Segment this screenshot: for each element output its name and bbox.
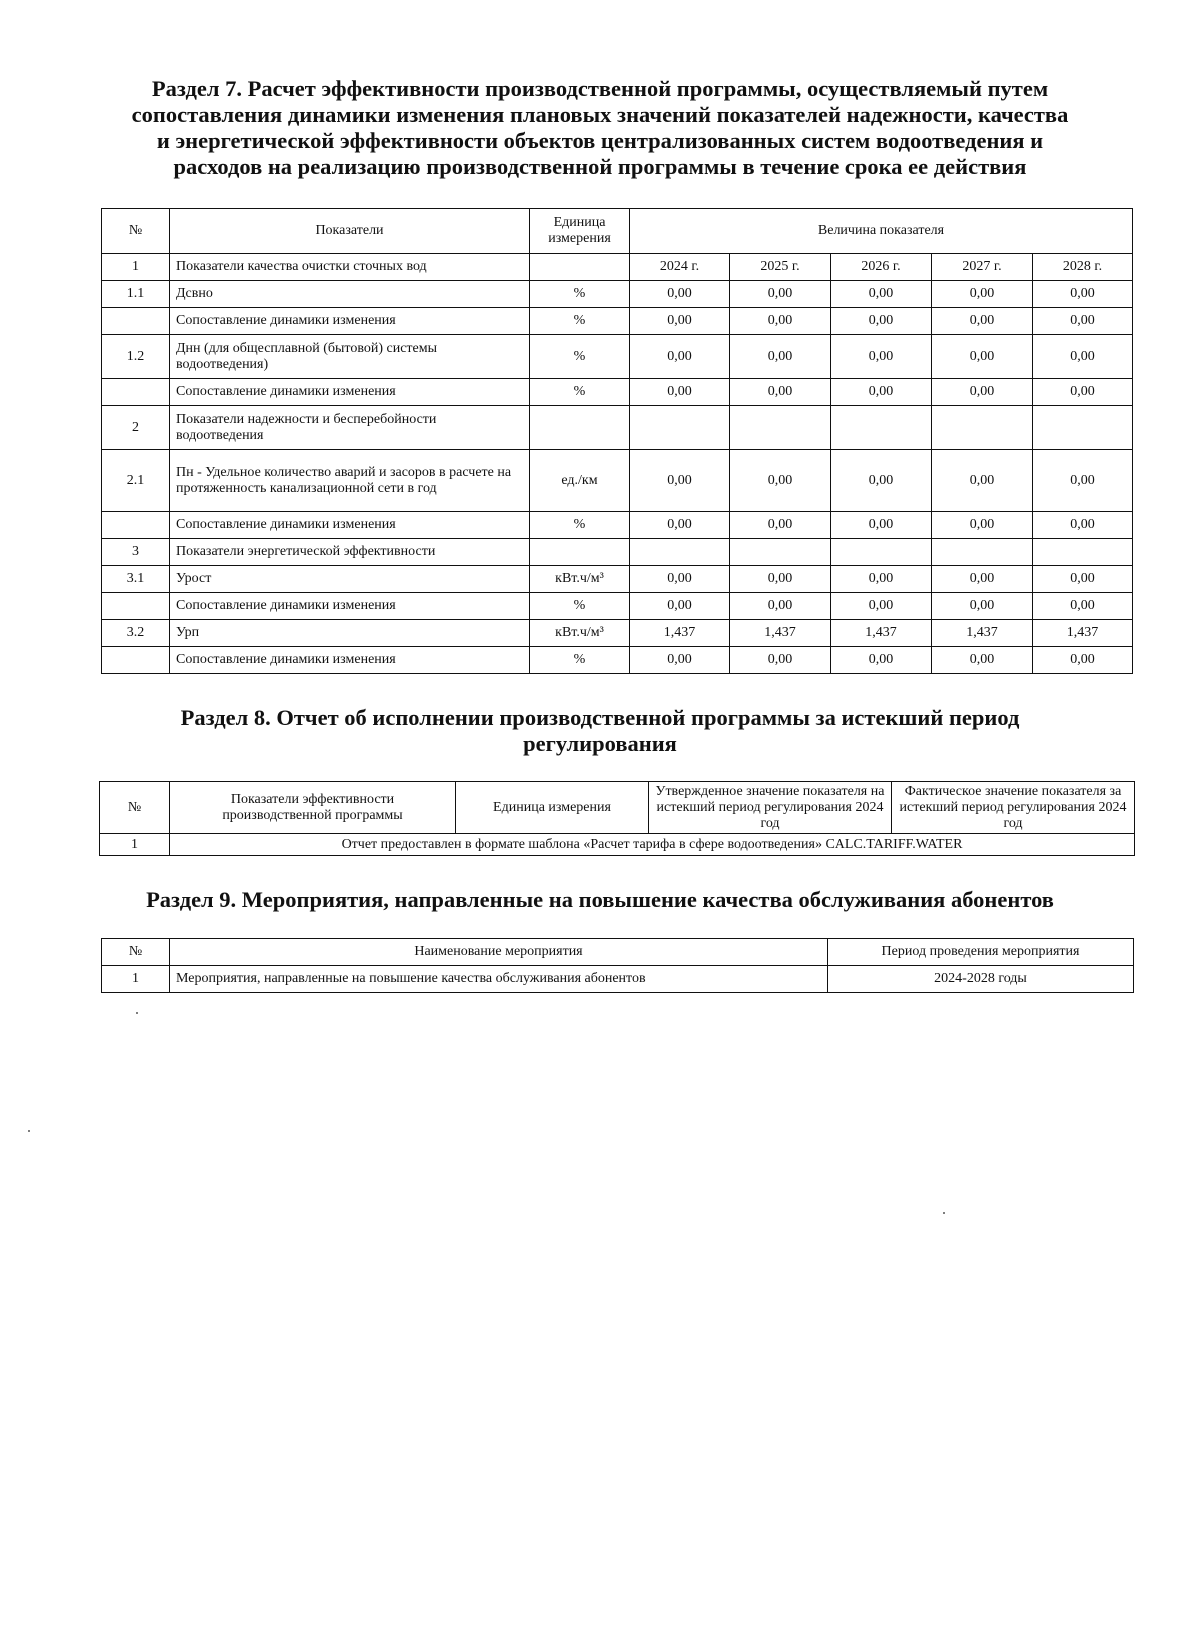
row-value xyxy=(932,406,1033,450)
header-indicator: Показатели эффективности производственной программы xyxy=(170,782,456,834)
scan-speck xyxy=(136,1012,138,1014)
row-value: 0,00 xyxy=(831,450,932,512)
header-unit: Единица измерения xyxy=(530,209,630,254)
row-period: 2024-2028 годы xyxy=(828,966,1134,993)
row-num: 2 xyxy=(102,406,170,450)
row-indicator: Сопоставление динамики изменения xyxy=(170,593,530,620)
section9-table xyxy=(101,938,1134,993)
row-value: 0,00 xyxy=(932,566,1033,593)
row-value xyxy=(630,539,730,566)
row-indicator: Урост xyxy=(170,566,530,593)
row-unit xyxy=(530,539,630,566)
row-value: 0,00 xyxy=(932,308,1033,335)
table-row xyxy=(102,254,1133,281)
header-unit: Единица измерения xyxy=(456,782,649,834)
row-value: 0,00 xyxy=(1033,281,1133,308)
row-num: 2.1 xyxy=(102,450,170,512)
table-row xyxy=(102,450,1133,512)
row-unit: % xyxy=(530,281,630,308)
table-row xyxy=(102,512,1133,539)
table-header-row xyxy=(102,939,1134,966)
row-value: 0,00 xyxy=(932,335,1033,379)
row-value: 2027 г. xyxy=(932,254,1033,281)
header-num: № xyxy=(102,209,170,254)
table-row xyxy=(100,834,1135,856)
row-value: 0,00 xyxy=(1033,450,1133,512)
row-value: 0,00 xyxy=(630,335,730,379)
row-value: 0,00 xyxy=(932,593,1033,620)
section9-title: Раздел 9. Мероприятия, направленные на повышение качества обслуживания абонентов xyxy=(146,887,1054,912)
header-indicator: Показатели xyxy=(170,209,530,254)
section7-title: Раздел 7. Расчет эффективности производственной программы, осуществляемый путем сопоставления динамики изменения плановых значений показателей надежности, качества и энергетической эффективности объектов централизованных систем водоотведения и расходов на реализацию производственной программы в течение срока ее действия xyxy=(131,76,1069,179)
table-row xyxy=(102,335,1133,379)
section8-table xyxy=(99,781,1135,856)
row-num: 1.2 xyxy=(102,335,170,379)
row-num xyxy=(102,379,170,406)
row-value xyxy=(1033,539,1133,566)
row-value: 0,00 xyxy=(1033,335,1133,379)
row-value: 0,00 xyxy=(831,335,932,379)
row-value: 1,437 xyxy=(831,620,932,647)
row-num xyxy=(102,647,170,674)
row-value: 0,00 xyxy=(1033,566,1133,593)
row-value: 2028 г. xyxy=(1033,254,1133,281)
row-unit: % xyxy=(530,335,630,379)
row-value: 1,437 xyxy=(630,620,730,647)
row-value xyxy=(831,406,932,450)
row-value: 0,00 xyxy=(630,450,730,512)
row-value xyxy=(932,539,1033,566)
row-value: 0,00 xyxy=(932,379,1033,406)
row-indicator: Сопоставление динамики изменения xyxy=(170,308,530,335)
row-indicator: Сопоставление динамики изменения xyxy=(170,647,530,674)
header-num: № xyxy=(102,939,170,966)
row-value: 0,00 xyxy=(730,512,831,539)
row-value: 0,00 xyxy=(730,593,831,620)
row-unit: % xyxy=(530,593,630,620)
row-value: 0,00 xyxy=(1033,512,1133,539)
row-value xyxy=(1033,406,1133,450)
row-value: 0,00 xyxy=(932,512,1033,539)
row-value xyxy=(630,406,730,450)
row-unit: ед./км xyxy=(530,450,630,512)
table-row xyxy=(102,406,1133,450)
row-value: 0,00 xyxy=(831,566,932,593)
row-indicator: Урп xyxy=(170,620,530,647)
row-num xyxy=(102,593,170,620)
row-indicator: Сопоставление динамики изменения xyxy=(170,512,530,539)
row-value: 0,00 xyxy=(932,647,1033,674)
row-value: 0,00 xyxy=(1033,379,1133,406)
row-value: 0,00 xyxy=(831,647,932,674)
row-unit: % xyxy=(530,308,630,335)
header-period: Период проведения мероприятия xyxy=(828,939,1134,966)
row-value: 0,00 xyxy=(1033,308,1133,335)
row-indicator: Сопоставление динамики изменения xyxy=(170,379,530,406)
section8-title: Раздел 8. Отчет об исполнении производственной программы за истекший период регулирования xyxy=(180,705,1020,756)
row-value: 0,00 xyxy=(730,647,831,674)
row-value: 0,00 xyxy=(630,647,730,674)
row-value: 0,00 xyxy=(730,379,831,406)
table-row xyxy=(102,620,1133,647)
row-value: 0,00 xyxy=(1033,593,1133,620)
row-value: 0,00 xyxy=(831,379,932,406)
table-header-row xyxy=(100,782,1135,834)
table-header-row xyxy=(102,209,1133,254)
table-row xyxy=(102,566,1133,593)
row-value xyxy=(730,406,831,450)
row-num xyxy=(102,512,170,539)
row-num: 1 xyxy=(100,834,170,856)
table-row xyxy=(102,539,1133,566)
row-value: 0,00 xyxy=(730,566,831,593)
table-row xyxy=(102,966,1134,993)
row-value: 0,00 xyxy=(831,593,932,620)
header-approved: Утвержденное значение показателя на истекший период регулирования 2024 год xyxy=(649,782,892,834)
row-unit: кВт.ч/м³ xyxy=(530,566,630,593)
row-value: 0,00 xyxy=(630,593,730,620)
row-indicator: Дсвно xyxy=(170,281,530,308)
row-value: 0,00 xyxy=(630,379,730,406)
table-row xyxy=(102,647,1133,674)
row-indicator: Пн - Удельное количество аварий и засоров в расчете на протяженность канализационной сети в год xyxy=(170,450,530,512)
row-unit xyxy=(530,254,630,281)
header-actual: Фактическое значение показателя за истекший период регулирования 2024 год xyxy=(892,782,1135,834)
row-value: 0,00 xyxy=(630,308,730,335)
row-value: 1,437 xyxy=(730,620,831,647)
row-indicator: Показатели энергетической эффективности xyxy=(170,539,530,566)
row-value: 0,00 xyxy=(932,450,1033,512)
header-name: Наименование мероприятия xyxy=(170,939,828,966)
row-value: 0,00 xyxy=(630,281,730,308)
row-value: 0,00 xyxy=(932,281,1033,308)
header-num: № xyxy=(100,782,170,834)
row-value: 1,437 xyxy=(1033,620,1133,647)
row-value: 2026 г. xyxy=(831,254,932,281)
row-unit: кВт.ч/м³ xyxy=(530,620,630,647)
row-value: 1,437 xyxy=(932,620,1033,647)
row-value: 0,00 xyxy=(630,566,730,593)
table-row xyxy=(102,379,1133,406)
row-value: 0,00 xyxy=(730,281,831,308)
scan-speck xyxy=(943,1212,945,1214)
row-value: 0,00 xyxy=(831,512,932,539)
row-value: 0,00 xyxy=(1033,647,1133,674)
row-unit: % xyxy=(530,647,630,674)
row-value xyxy=(730,539,831,566)
row-unit xyxy=(530,406,630,450)
row-value: 0,00 xyxy=(831,281,932,308)
table-row xyxy=(102,281,1133,308)
row-value: 0,00 xyxy=(730,308,831,335)
table-row xyxy=(102,593,1133,620)
row-value: 0,00 xyxy=(730,335,831,379)
row-indicator: Показатели качества очистки сточных вод xyxy=(170,254,530,281)
row-unit: % xyxy=(530,512,630,539)
row-indicator: Днн (для общесплавной (бытовой) системы водоотведения) xyxy=(170,335,530,379)
row-num: 3.1 xyxy=(102,566,170,593)
row-value: 0,00 xyxy=(831,308,932,335)
row-text: Отчет предоставлен в формате шаблона «Расчет тарифа в сфере водоотведения» CALC.TARIFF.WATER xyxy=(170,834,1135,856)
table-row xyxy=(102,308,1133,335)
row-num: 3 xyxy=(102,539,170,566)
section7-table xyxy=(101,208,1133,674)
scan-speck xyxy=(28,1130,30,1132)
row-num: 1 xyxy=(102,966,170,993)
header-value: Величина показателя xyxy=(630,209,1133,254)
row-value: 2024 г. xyxy=(630,254,730,281)
row-value: 2025 г. xyxy=(730,254,831,281)
row-value: 0,00 xyxy=(730,450,831,512)
row-unit: % xyxy=(530,379,630,406)
row-num xyxy=(102,308,170,335)
row-num: 3.2 xyxy=(102,620,170,647)
row-num: 1 xyxy=(102,254,170,281)
row-value: 0,00 xyxy=(630,512,730,539)
row-indicator: Показатели надежности и бесперебойности водоотведения xyxy=(170,406,530,450)
row-value xyxy=(831,539,932,566)
row-name: Мероприятия, направленные на повышение качества обслуживания абонентов xyxy=(170,966,828,993)
row-num: 1.1 xyxy=(102,281,170,308)
